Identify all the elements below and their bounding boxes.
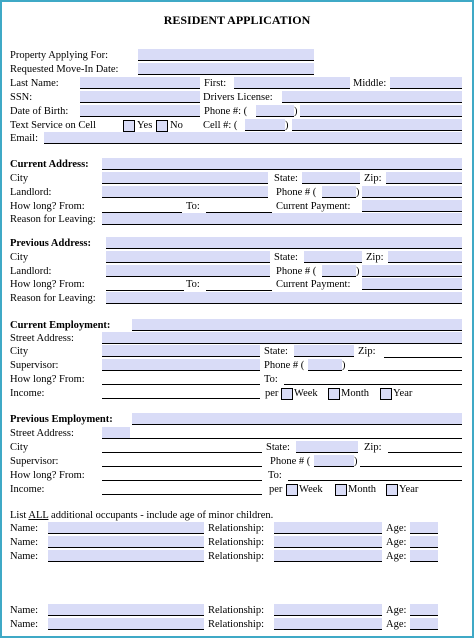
pe-street-line[interactable] — [130, 438, 462, 439]
ca-zip-field[interactable] — [386, 172, 462, 184]
pe-city-label: City — [10, 442, 29, 453]
pe-income-field[interactable] — [102, 494, 262, 495]
ce-income-label: Income: — [10, 388, 45, 399]
ce-supervisor-field[interactable] — [102, 359, 260, 371]
current-employment-heading: Current Employment: — [10, 320, 111, 331]
text-service-yes-checkbox[interactable] — [123, 120, 135, 132]
ce-state-label: State: — [264, 346, 288, 357]
occupant-name-label: Name: — [10, 605, 38, 616]
ca-phone-label: Phone # ( — [276, 187, 317, 198]
pe-year-label: Year — [399, 484, 419, 495]
ce-phone-field[interactable] — [348, 370, 462, 371]
ce-from-field[interactable] — [102, 384, 260, 385]
email-field[interactable] — [44, 132, 462, 144]
occupant-name-field[interactable] — [48, 604, 204, 616]
movein-label: Requested Move-In Date: — [10, 64, 119, 75]
occupant-name-label: Name: — [10, 551, 38, 562]
pa-reason-field[interactable] — [106, 292, 462, 304]
ca-payment-field[interactable] — [362, 200, 462, 212]
ce-how-long-label: How long? From: — [10, 374, 85, 385]
pe-to-field[interactable] — [288, 480, 462, 481]
pe-week-label: Week — [299, 484, 323, 495]
pa-to-field[interactable] — [206, 290, 272, 291]
pe-income-label: Income: — [10, 484, 45, 495]
ca-phone-paren: ) — [356, 187, 360, 198]
ca-city-field[interactable] — [102, 172, 268, 184]
occupant-relationship-field[interactable] — [274, 536, 382, 548]
ca-payment-label: Current Payment: — [276, 201, 351, 212]
occupant-age-label: Age: — [386, 551, 407, 562]
ce-phone-label: Phone # ( — [264, 360, 305, 371]
ce-city-label: City — [10, 346, 29, 357]
pa-phone-paren: ) — [356, 266, 360, 277]
pa-landlord-field[interactable] — [106, 265, 270, 277]
occupant-age-label: Age: — [386, 537, 407, 548]
current-employer-field[interactable] — [132, 319, 462, 331]
occupant-age-label: Age: — [386, 523, 407, 534]
first-name-field[interactable] — [234, 77, 350, 89]
cell-label: Cell #: ( — [203, 120, 238, 131]
ca-landlord-field[interactable] — [102, 186, 268, 198]
ca-phone-area-field[interactable] — [322, 186, 356, 198]
ce-week-checkbox[interactable] — [281, 388, 293, 400]
ce-year-checkbox[interactable] — [380, 388, 392, 400]
occupant-relationship-field[interactable] — [274, 550, 382, 562]
movein-date-field[interactable] — [138, 63, 314, 75]
occupant-age-field[interactable] — [410, 550, 438, 562]
occupant-relationship-label: Relationship: — [208, 551, 264, 562]
occupant-name-label: Name: — [10, 537, 38, 548]
form-title: RESIDENT APPLICATION — [163, 13, 311, 27]
pe-phone-label: Phone # ( — [270, 456, 311, 467]
pe-phone-paren: ) — [354, 456, 358, 467]
pa-state-label: State: — [274, 252, 298, 263]
pa-zip-label: Zip: — [366, 252, 384, 263]
ca-city-label: City — [10, 173, 29, 184]
ca-phone-field[interactable] — [362, 186, 462, 198]
occupant-name-field[interactable] — [48, 522, 204, 534]
occupant-name-field[interactable] — [48, 618, 204, 630]
dob-label: Date of Birth: — [10, 106, 69, 117]
occupants-intro-post: additional occupants - include age of minor children. — [48, 510, 274, 521]
pa-city-label: City — [10, 252, 29, 263]
pe-supervisor-label: Supervisor: — [10, 456, 59, 467]
occupants-intro-pre: List — [10, 510, 29, 521]
pe-how-long-label: How long? From: — [10, 470, 85, 481]
ce-zip-label: Zip: — [358, 346, 376, 357]
pe-from-field[interactable] — [102, 480, 262, 481]
pe-street-label: Street Address: — [10, 428, 74, 439]
application-form — [2, 2, 472, 636]
pa-city-field[interactable] — [106, 251, 270, 263]
property-field[interactable] — [138, 49, 314, 61]
ca-reason-field[interactable] — [102, 213, 462, 225]
occupant-name-field[interactable] — [48, 550, 204, 562]
pa-payment-field[interactable] — [362, 278, 462, 290]
ca-how-long-label: How long? From: — [10, 201, 85, 212]
occupant-relationship-field[interactable] — [274, 618, 382, 630]
dob-field[interactable] — [80, 105, 200, 117]
previous-address-heading: Previous Address: — [10, 238, 91, 249]
pe-month-label: Month — [348, 484, 377, 495]
drivers-license-label: Drivers License: — [203, 92, 273, 103]
current-address-heading: Current Address: — [10, 159, 89, 170]
cell-number-field[interactable] — [292, 119, 462, 131]
ce-state-field[interactable] — [294, 345, 354, 357]
pe-zip-label: Zip: — [364, 442, 382, 453]
ca-landlord-label: Landlord: — [10, 187, 52, 198]
pa-state-field[interactable] — [304, 251, 362, 263]
previous-employment-heading: Previous Employment: — [10, 414, 113, 425]
middle-name-label: Middle: — [353, 78, 387, 89]
pe-month-checkbox[interactable] — [335, 484, 347, 496]
ca-reason-label: Reason for Leaving: — [10, 214, 96, 225]
pe-state-field[interactable] — [296, 441, 358, 453]
pa-phone-label: Phone # ( — [276, 266, 317, 277]
previous-address-field[interactable] — [106, 237, 462, 249]
email-label: Email: — [10, 133, 38, 144]
ca-zip-label: Zip: — [364, 173, 382, 184]
phone-paren: ) — [294, 106, 298, 117]
phone-area-field[interactable] — [256, 105, 294, 117]
drivers-license-field[interactable] — [282, 91, 462, 103]
occupants-intro-all: ALL — [28, 510, 49, 521]
pe-year-checkbox[interactable] — [386, 484, 398, 496]
occupant-relationship-label: Relationship: — [208, 523, 264, 534]
pa-reason-label: Reason for Leaving: — [10, 293, 96, 304]
pe-street-field[interactable] — [102, 427, 130, 439]
pe-city-field[interactable] — [102, 452, 262, 453]
ce-city-field[interactable] — [102, 345, 260, 357]
ce-week-label: Week — [294, 388, 318, 399]
pe-phone-field[interactable] — [360, 466, 462, 467]
occupant-relationship-label: Relationship: — [208, 537, 264, 548]
phone-number-field[interactable] — [300, 105, 462, 117]
occupant-age-field[interactable] — [410, 618, 438, 630]
text-service-label: Text Service on Cell — [10, 120, 96, 131]
previous-employer-field[interactable] — [132, 413, 462, 425]
ce-month-checkbox[interactable] — [328, 388, 340, 400]
ce-year-label: Year — [393, 388, 413, 399]
ce-zip-field[interactable] — [384, 357, 462, 358]
pa-payment-label: Current Payment: — [276, 279, 351, 290]
ca-to-label: To: — [186, 201, 200, 212]
first-name-label: First: — [204, 78, 227, 89]
pe-phone-area-field[interactable] — [314, 455, 354, 467]
pe-week-checkbox[interactable] — [286, 484, 298, 496]
cell-area-field[interactable] — [245, 119, 285, 131]
pe-to-label: To: — [268, 470, 282, 481]
ce-supervisor-label: Supervisor: — [10, 360, 59, 371]
pe-supervisor-field[interactable] — [102, 466, 262, 467]
occupant-age-field[interactable] — [410, 604, 438, 616]
pa-zip-field[interactable] — [388, 251, 462, 263]
last-name-label: Last Name: — [10, 78, 59, 89]
ce-street-field[interactable] — [102, 332, 462, 344]
occupants-intro — [10, 510, 273, 522]
pa-landlord-label: Landlord: — [10, 266, 52, 277]
occupant-age-field[interactable] — [410, 522, 438, 534]
occupant-name-field[interactable] — [48, 536, 204, 548]
occupant-relationship-field[interactable] — [274, 604, 382, 616]
pe-per-label: per — [269, 484, 283, 495]
text-service-no-checkbox[interactable] — [156, 120, 168, 132]
ca-state-field[interactable] — [302, 172, 360, 184]
last-name-field[interactable] — [80, 77, 200, 89]
ce-to-field[interactable] — [284, 384, 462, 385]
occupant-name-label: Name: — [10, 523, 38, 534]
current-address-field[interactable] — [102, 158, 462, 170]
text-service-yes-label: Yes — [137, 120, 153, 131]
occupant-relationship-label: Relationship: — [208, 619, 264, 630]
pe-state-label: State: — [266, 442, 290, 453]
ce-phone-area-field[interactable] — [308, 359, 342, 371]
property-label: Property Applying For: — [10, 50, 109, 61]
occupant-age-label: Age: — [386, 605, 407, 616]
pa-how-long-label: How long? From: — [10, 279, 85, 290]
cell-paren: ) — [285, 120, 289, 131]
pa-from-field[interactable] — [106, 290, 184, 291]
occupant-relationship-field[interactable] — [274, 522, 382, 534]
ce-to-label: To: — [264, 374, 278, 385]
pa-phone-field[interactable] — [362, 265, 462, 277]
phone-label: Phone #: ( — [204, 106, 248, 117]
text-service-no-label: No — [170, 120, 183, 131]
occupant-relationship-label: Relationship: — [208, 605, 264, 616]
ssn-label: SSN: — [10, 92, 33, 103]
occupant-age-label: Age: — [386, 619, 407, 630]
occupant-name-label: Name: — [10, 619, 38, 630]
ssn-field[interactable] — [80, 91, 200, 103]
middle-name-field[interactable] — [390, 77, 462, 89]
ce-income-field[interactable] — [102, 398, 260, 399]
pa-phone-area-field[interactable] — [322, 265, 356, 277]
ca-state-label: State: — [274, 173, 298, 184]
ce-month-label: Month — [341, 388, 370, 399]
pa-to-label: To: — [186, 279, 200, 290]
ce-street-label: Street Address: — [10, 333, 74, 344]
pe-zip-field[interactable] — [388, 452, 462, 453]
ce-phone-paren: ) — [342, 360, 346, 371]
occupant-age-field[interactable] — [410, 536, 438, 548]
ce-per-label: per — [265, 388, 279, 399]
